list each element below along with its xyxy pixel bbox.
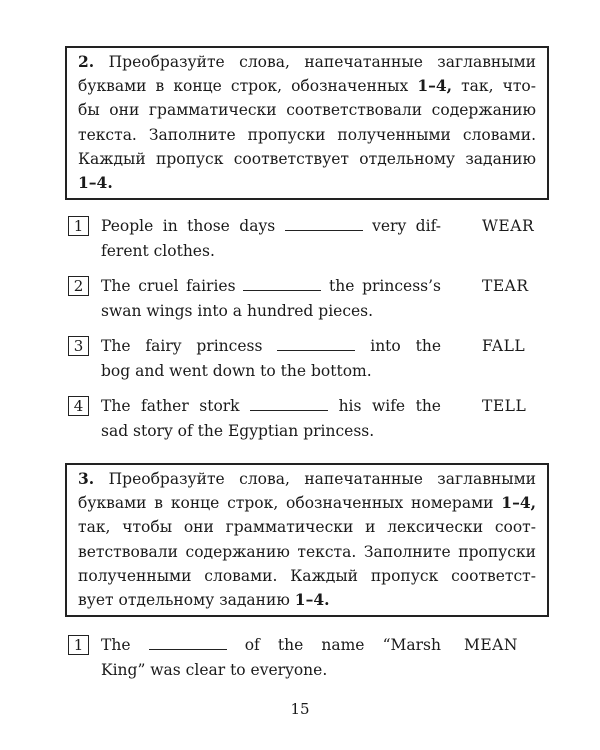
item-text-line-2: King” was clear to everyone. (101, 660, 328, 679)
item-number-box: 1 (68, 635, 89, 655)
answer-blank[interactable] (250, 398, 328, 411)
task-3-line-6: вует отдельному заданию (78, 591, 290, 610)
answer-blank[interactable] (243, 278, 321, 291)
item-text-after: very dif- (372, 217, 441, 235)
task-2-item-3 (68, 334, 548, 382)
answer-blank[interactable] (285, 218, 363, 231)
answer-blank[interactable] (277, 338, 355, 351)
task-2-item-1 (68, 214, 548, 262)
task-2-range-end: 1–4. (78, 173, 113, 193)
item-text-after: of the name “Marsh (244, 636, 441, 654)
task-3-item-1 (68, 633, 548, 681)
task-2-number: 2. (78, 52, 95, 71)
keyword: MEAN (464, 636, 518, 654)
item-number-box: 2 (68, 276, 89, 296)
task-2-line-2b: так, что- (461, 77, 536, 96)
answer-blank[interactable] (149, 637, 227, 650)
item-number-box: 3 (68, 336, 89, 356)
item-text-before: The father stork (101, 397, 240, 415)
item-text-line-2: swan wings into a hundred pieces. (101, 301, 374, 320)
item-number-box: 4 (68, 396, 89, 416)
item-text-before: The (101, 636, 131, 654)
item-text-after: his wife the (338, 397, 441, 415)
task-3-line-3: так, чтобы они грамматически и лексически соот- (78, 518, 536, 537)
task-2-line-2: буквами в конце строк, обозначенных (78, 77, 409, 96)
task-2-line-3: бы они грамматически соответствовали содержанию (78, 101, 536, 120)
item-text-before: People in those days (101, 217, 276, 235)
keyword: TELL (482, 397, 527, 415)
task-3-instructions (65, 463, 549, 617)
task-2-instructions (65, 46, 549, 200)
task-3-range-inline: 1–4, (501, 493, 536, 513)
page-number: 15 (290, 700, 310, 718)
item-text-line-2: sad story of the Egyptian princess. (101, 421, 375, 440)
item-text-before: The cruel fairies (101, 277, 236, 295)
item-number-box: 1 (68, 216, 89, 236)
keyword: WEAR (482, 217, 535, 235)
task-2-line-5: Каждый пропуск соответствует отдельному заданию (78, 149, 536, 168)
task-2-item-4 (68, 394, 548, 442)
item-text-line-2: ferent clothes. (101, 241, 215, 260)
keyword: TEAR (482, 277, 529, 295)
item-text-before: The fairy princess (101, 337, 263, 355)
item-text-after: into the (370, 337, 442, 355)
item-text-line-2: bog and went down to the bottom. (101, 361, 372, 380)
item-text-after: the princess’s (328, 277, 441, 295)
task-2-item-2 (68, 274, 548, 322)
task-3-line-5: полученными словами. Каждый пропуск соответст- (78, 566, 536, 585)
task-3-line-4: ветствовали содержанию текста. Заполните пропуски (78, 542, 536, 561)
task-3-number: 3. (78, 469, 95, 488)
task-2-line-4: текста. Заполните пропуски полученными словами. (78, 125, 536, 144)
task-3-line-1: Преобразуйте слова, напечатанные заглавными (108, 470, 536, 488)
keyword: FALL (482, 337, 526, 355)
task-2-range-inline: 1–4, (417, 76, 453, 96)
task-3-line-2: буквами в конце строк, обозначенных номерами (78, 494, 494, 513)
task-3-range-end: 1–4. (294, 590, 330, 610)
task-2-line-1: Преобразуйте слова, напечатанные заглавными (108, 53, 536, 71)
